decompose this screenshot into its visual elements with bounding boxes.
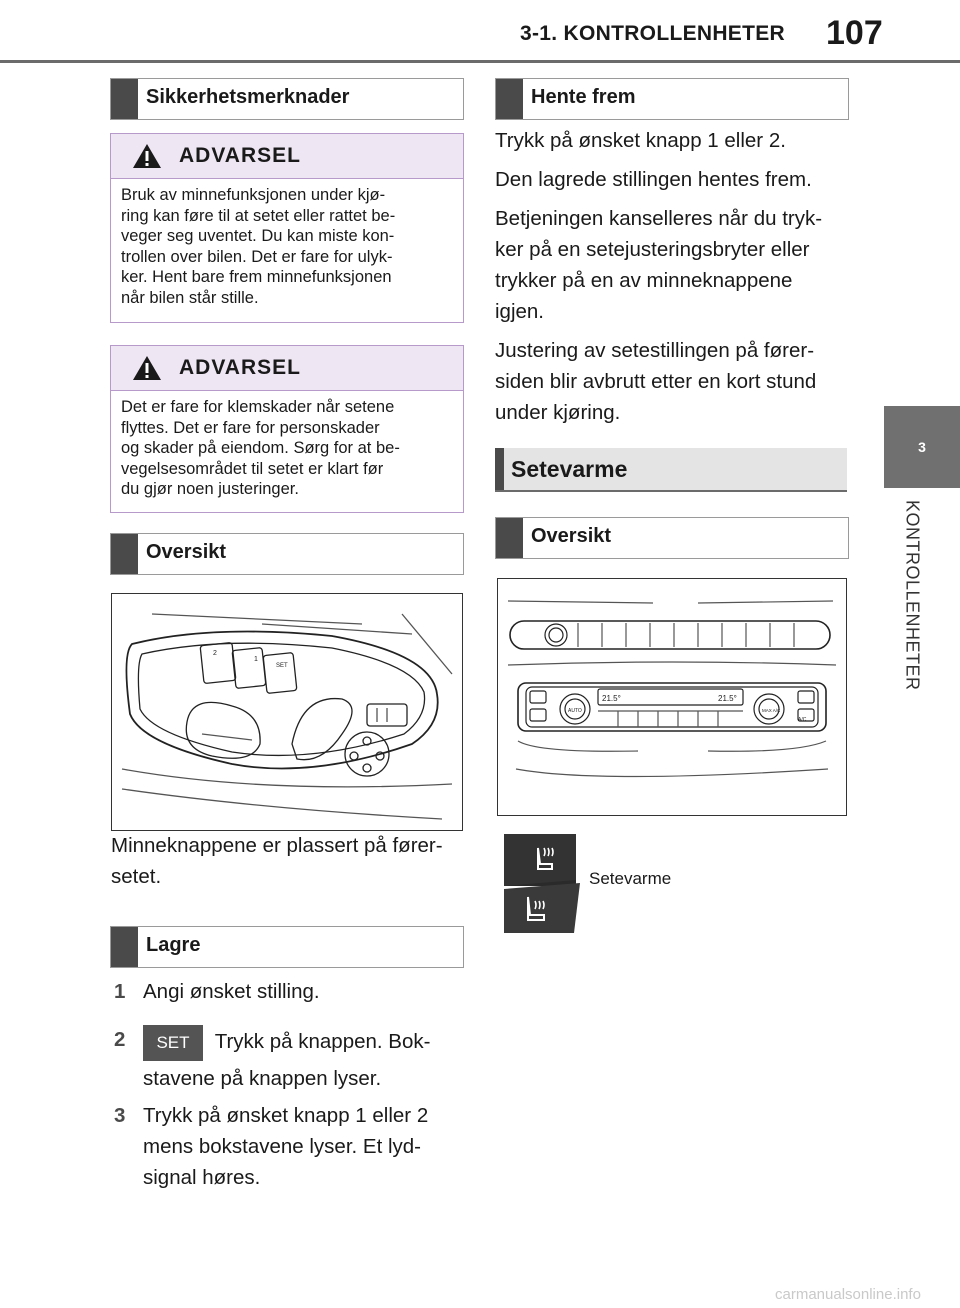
step-2 — [114, 1024, 474, 1094]
paragraph-line: Betjeningen kanselleres når du tryk- — [495, 207, 823, 230]
chapter-side-label — [882, 500, 942, 715]
section-title: 3-1. KONTROLLENHETER — [520, 22, 786, 45]
paragraph-line: siden blir avbrutt etter en kort stund — [495, 370, 817, 393]
warning-box-2 — [110, 345, 464, 513]
step-text: mens bokstavene lyser. Et lyd- — [143, 1135, 422, 1158]
chapter-tab: 3 — [884, 406, 960, 488]
section-retrieve-title: Hente frem — [531, 86, 636, 108]
warning-line: når bilen står stille. — [121, 288, 259, 307]
caption-line: setet. — [111, 865, 162, 888]
step-number: 2 — [114, 1028, 126, 1051]
section-safety — [110, 78, 464, 120]
seat-heating-caption: Setevarme — [589, 869, 672, 888]
section-retrieve — [495, 78, 849, 120]
seat-controls-drawing — [112, 594, 462, 830]
step-1 — [114, 976, 474, 1007]
paragraph-line: ker på en setejusteringsbryter eller — [495, 238, 810, 261]
warning-line: ker. Hent bare frem minnefunksjonen — [121, 268, 392, 286]
max-ac-label: MAX A/C — [762, 708, 781, 713]
section-safety-title: Sikkerhetsmerknader — [146, 86, 350, 108]
paragraph-line: Trykk på ønsket knapp 1 eller 2. — [495, 129, 786, 152]
step-number: 3 — [114, 1104, 126, 1127]
memory-button-1-label: 1 — [254, 656, 258, 663]
seat-controls-figure — [111, 593, 463, 831]
step-number: 1 — [114, 980, 126, 1003]
seat-heating-icon — [504, 834, 576, 886]
step-text: Trykk på ønsket knapp 1 eller 2 — [143, 1104, 429, 1127]
step-text: signal høres. — [143, 1166, 261, 1189]
climate-panel-drawing — [498, 579, 846, 815]
step-text: Trykk på knappen. Bok- — [214, 1030, 431, 1053]
warning-triangle-icon — [131, 142, 163, 170]
warning-line: flyttes. Det er fare for personskader — [121, 418, 380, 437]
paragraph-line: igjen. — [495, 300, 545, 323]
ac-button-label: A/C — [798, 717, 807, 723]
caption-line: Minneknappene er plassert på fører- — [111, 834, 443, 857]
warning-title-2: ADVARSEL — [179, 356, 301, 379]
section-overview-right — [495, 517, 849, 559]
temp-left-readout: 21.5° — [602, 694, 621, 703]
step-text: Angi ønsket stilling. — [143, 980, 320, 1003]
set-button-icon: SET — [143, 1025, 203, 1061]
memory-set-label: SET — [276, 663, 288, 669]
step-text: stavene på knappen lyser. — [143, 1067, 382, 1090]
warning-line: vegelsesområdet til setet er klart før — [121, 459, 384, 478]
paragraph-line: Justering av setestillingen på fører- — [495, 339, 815, 362]
section-seat-heating — [495, 448, 847, 492]
retrieve-text — [495, 125, 865, 428]
warning-line: Det er fare for klemskader når setene — [121, 398, 395, 416]
section-save-title: Lagre — [146, 934, 201, 956]
step-3 — [114, 1100, 474, 1193]
section-seat-heating-title: Setevarme — [511, 456, 628, 482]
warning-triangle-icon — [131, 354, 163, 382]
paragraph-line: Den lagrede stillingen hentes frem. — [495, 168, 812, 191]
warning-line: ring kan føre til at setet eller rattet be- — [121, 206, 396, 225]
seat-heating-icon — [504, 883, 580, 933]
warning-line: trollen over bilen. Det er fare for ulyk- — [121, 247, 393, 266]
warning-line: Bruk av minnefunksjonen under kjø- — [121, 186, 386, 204]
chapter-side-text: KONTROLLENHETER — [902, 500, 923, 691]
section-overview-right-title: Oversikt — [531, 525, 612, 547]
warning-line: og skader på eiendom. Sørg for at be- — [121, 439, 400, 457]
memory-button-2-label: 2 — [213, 650, 217, 657]
seat-heating-button-lower — [504, 883, 580, 933]
auto-button-label: AUTO — [568, 708, 582, 714]
temp-right-readout: 21.5° — [718, 694, 737, 703]
paragraph-line: trykker på en av minneknappene — [495, 269, 793, 292]
watermark: carmanualsonline.info — [775, 1286, 921, 1303]
header-rule — [0, 60, 960, 63]
paragraph-line: under kjøring. — [495, 401, 621, 424]
figure-caption-left — [111, 830, 471, 892]
warning-line: veger seg uventet. Du kan miste kon- — [121, 227, 395, 245]
warning-line: du gjør noen justeringer. — [121, 480, 299, 498]
section-save — [110, 926, 464, 968]
section-overview-title: Oversikt — [146, 541, 227, 563]
page-number: 107 — [826, 14, 883, 52]
warning-box-1 — [110, 133, 464, 323]
section-overview-left — [110, 533, 464, 575]
warning-title-1: ADVARSEL — [179, 144, 301, 167]
seat-heating-button-upper — [504, 834, 576, 886]
climate-panel-figure — [497, 578, 847, 816]
